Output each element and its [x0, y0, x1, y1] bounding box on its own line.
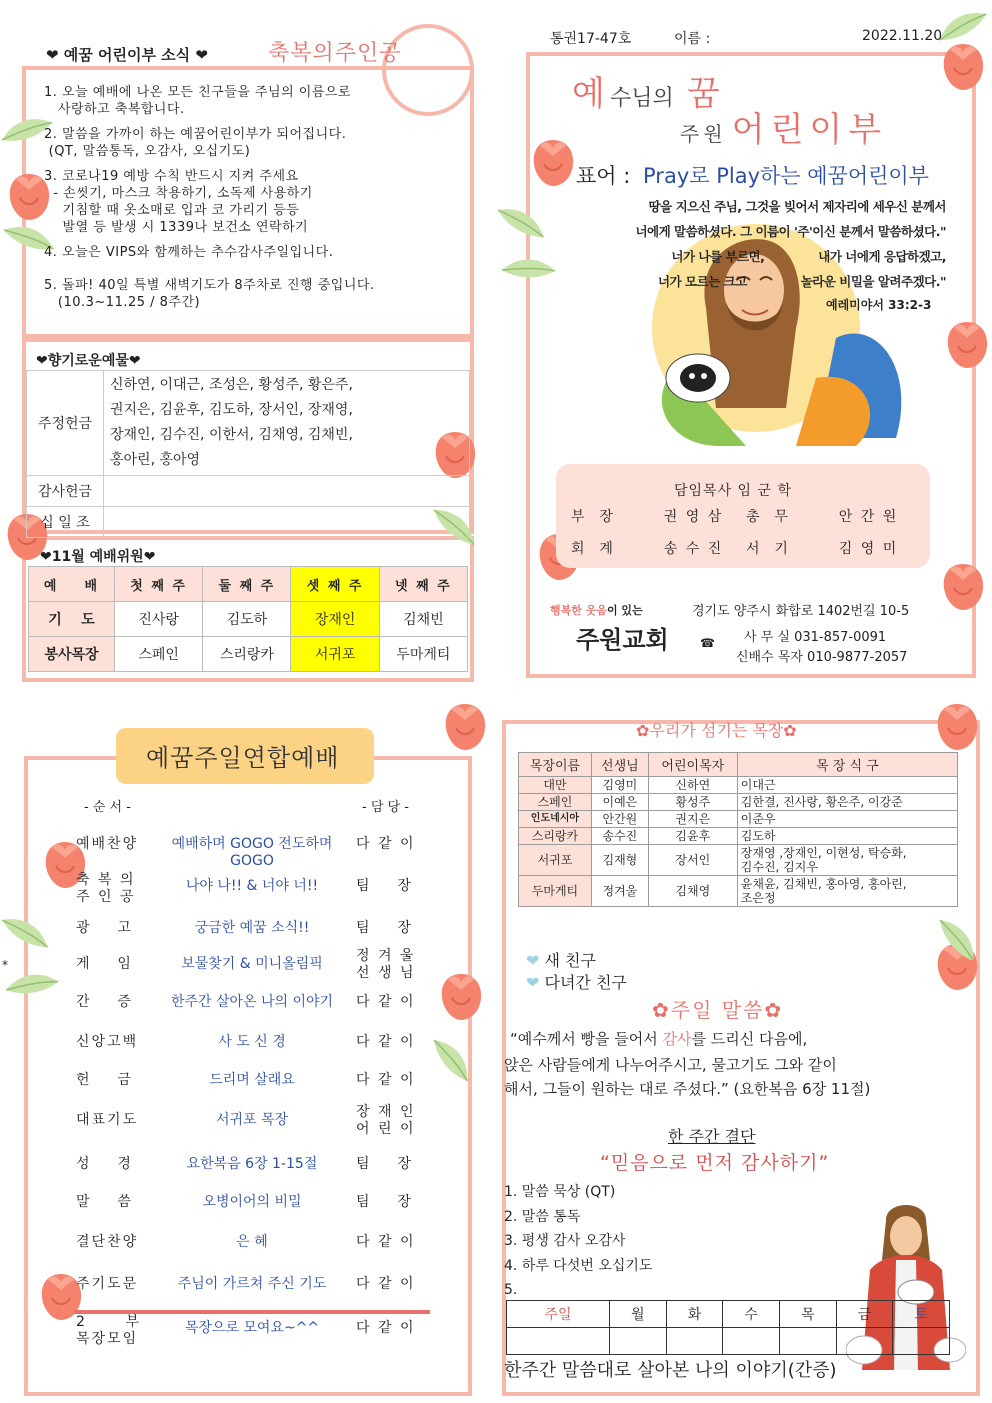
cell-value: 신하연	[648, 777, 737, 794]
worship-panel	[0, 700, 496, 1403]
new-friend	[526, 948, 596, 971]
rose-decoration	[930, 700, 984, 754]
servers-cell: 두마게티	[379, 637, 467, 672]
weekday-check	[507, 1328, 610, 1355]
cell-value: 이예은	[591, 794, 648, 811]
decision-text: “믿음으로 먼저 감사하기”	[600, 1152, 830, 1174]
news-line: (10.3~11.25 / 8주간)	[44, 295, 201, 310]
order-person: 장 재 인 어 린 이	[356, 1104, 416, 1137]
order-name: 게 임	[76, 956, 133, 972]
servers-title: ❤11월 예배위원❤	[40, 549, 156, 565]
sunday-word-title: ✿주일 말씀✿	[652, 998, 784, 1022]
servers-cell: 기 도	[29, 602, 115, 637]
order-name: 축 복 의 주 인 공	[76, 872, 136, 905]
decision-item: 3. 평생 감사 오감사	[504, 1233, 626, 1249]
cell-panel	[496, 700, 992, 1403]
servers-table	[28, 566, 468, 672]
cell-value: 김도하	[737, 828, 957, 845]
motto	[576, 160, 929, 190]
cell-value: 이대근	[737, 777, 957, 794]
order-content: 한주간 살아온 나의 이야기	[170, 994, 334, 1010]
order-name: 헌 금	[76, 1072, 133, 1088]
news-panel	[0, 0, 496, 700]
order-content: 은 혜	[236, 1234, 268, 1250]
staff-cell: 김 영 미	[838, 541, 899, 557]
order-row	[70, 1194, 440, 1234]
cell-table	[518, 752, 958, 907]
word-text: “예수께서 빵을 들어서	[510, 1030, 663, 1048]
sunday-word-line2: 앉은 사람들에게 나누어주시고, 물고기도 그와 같이	[504, 1056, 837, 1074]
order-person: 팀 장	[356, 878, 413, 894]
cell-row	[519, 794, 958, 811]
news-line: 2. 말씀을 가까이 하는 예꿈어린이부가 되어집니다.	[44, 127, 347, 142]
church-name: 주원교회	[576, 626, 669, 654]
verse-block	[566, 194, 946, 294]
order-content: 사 도 신 경	[218, 1034, 286, 1050]
servers-header-cell: 예 배	[29, 567, 115, 602]
title-church: 주원	[680, 122, 727, 146]
cell-title: ✿우리가 섬기는 목장✿	[636, 721, 797, 740]
cell-value: 권지은	[648, 811, 737, 828]
banner-title: 축복의주인공	[268, 41, 402, 66]
verse-line: 너가 나를 부르면, 내가 너에게 응답하겠고,	[671, 249, 946, 264]
order-name: 성 경	[76, 1156, 133, 1172]
servers-cell: 김채빈	[379, 602, 467, 637]
news-item	[44, 84, 464, 118]
worship-title: 예꿈주일연합예배	[146, 744, 340, 772]
pastor-phone: 신배수 목자 010-9877-2057	[736, 650, 908, 665]
cover-panel	[496, 0, 992, 700]
cell-header: 선생님	[591, 753, 648, 777]
news-line: 1. 오늘 예배에 나온 모든 친구들을 주님의 이름으로	[44, 85, 351, 100]
cell-value: 송수진	[591, 828, 648, 845]
visit-friend	[526, 970, 627, 993]
staff-table	[570, 500, 920, 564]
leaf-decoration	[936, 0, 992, 60]
cell-header: 목 장 식 구	[737, 753, 957, 777]
servers-row	[29, 602, 468, 637]
order-content: 드리며 살래요	[209, 1072, 295, 1088]
servers-cell: 서귀포	[291, 637, 379, 672]
order-row	[70, 1156, 440, 1196]
order-name: 주기도문	[76, 1276, 139, 1292]
order-content: 나야 나!! & 너야 너!!	[185, 878, 319, 894]
weekday-check	[610, 1328, 667, 1355]
order-name: 간 증	[76, 994, 133, 1010]
cell-row	[519, 845, 958, 876]
margin-mark: *	[2, 958, 8, 972]
offering-name-line: 신하연, 이대근, 조성은, 황성주, 황은주,	[110, 377, 353, 393]
visit-friend-label: 다녀간 친구	[544, 973, 627, 992]
order-content: 보물찾기 & 미니올림픽	[181, 956, 323, 972]
order-row	[70, 948, 440, 996]
cell-row	[519, 828, 958, 845]
order-name: 예배찬양	[76, 836, 139, 852]
cell-row	[519, 876, 958, 907]
offering-names	[104, 507, 470, 538]
cell-header: 어린이목자	[648, 753, 737, 777]
heart-icon: ❤	[526, 973, 540, 992]
order-row	[70, 994, 440, 1034]
order-person: 팀 장	[356, 1156, 413, 1172]
cell-value: 인도네시아	[519, 811, 592, 828]
sunday-word-line1	[510, 1028, 807, 1049]
testimony-footer: 한주간 말씀대로 살아본 나의 이야기(간증)	[504, 1360, 837, 1381]
church-address: 경기도 양주시 화합로 1402번길 10-5	[692, 604, 910, 619]
verse-line: 땅을 지으신 주님, 그것을 빚어서 제자리에 세우신 분께서	[648, 199, 946, 214]
cell-value: 안간원	[591, 811, 648, 828]
offering-names	[104, 371, 470, 476]
cell-row	[519, 777, 958, 794]
servers-header-cell: 셋 째 주	[291, 567, 379, 602]
cell-value: 이준우	[737, 811, 957, 828]
news-line: - 손씻기, 마스크 착용하기, 소독제 사용하기	[44, 186, 313, 201]
issue-date: 2022.11.20	[862, 28, 943, 44]
decision-item: 1. 말씀 묵상 (QT)	[504, 1184, 616, 1200]
cell-value: 김채영	[648, 876, 737, 907]
weekday-check	[893, 1328, 950, 1355]
decision-item: 2. 말씀 통독	[504, 1208, 581, 1225]
order-person: 다 같 이	[356, 994, 416, 1010]
cell-value: 김윤후	[648, 828, 737, 845]
cell-value: 스리랑카	[519, 828, 592, 845]
staff-cell: 회 계	[571, 541, 615, 557]
word-highlight: 감사	[662, 1030, 692, 1048]
name-label: 이름 :	[674, 31, 711, 47]
news-item	[44, 244, 464, 261]
offering-title: ❤향기로운예물❤	[36, 353, 141, 369]
order-row	[70, 1104, 440, 1152]
servers-header-row	[29, 567, 468, 602]
staff-cell: 권 영 삼	[663, 509, 724, 525]
offering-label: 감사헌금	[27, 476, 104, 507]
news-list	[44, 84, 464, 319]
decision-item: 5.	[504, 1282, 518, 1298]
verse-reference: 예레미야서 33:2-3	[826, 298, 932, 312]
weekday-check	[780, 1328, 837, 1355]
weekday-label: 토	[893, 1301, 950, 1328]
cell-value: 김한결, 진사랑, 황은주, 이강준	[737, 794, 957, 811]
order-person: 팀 장	[356, 1194, 413, 1210]
servers-cell: 스페인	[115, 637, 203, 672]
order-row	[70, 1234, 440, 1274]
senior-pastor: 담임목사 임 군 학	[674, 483, 793, 499]
weekday-check	[666, 1328, 723, 1355]
phone-icon: ☎	[700, 636, 715, 650]
slogan-happy: 행복한 웃음	[550, 604, 607, 617]
servers-cell: 장재인	[291, 602, 379, 637]
issue-number: 통권17-47호	[550, 31, 632, 47]
news-line: 기침할 때 옷소매로 입과 코 가리기 등등	[44, 203, 300, 218]
order-column-label: - 순 서 -	[84, 800, 131, 815]
person-column-label: - 담 당 -	[362, 800, 409, 815]
servers-cell: 진사랑	[115, 602, 203, 637]
servers-row	[29, 637, 468, 672]
weekday-check	[836, 1328, 893, 1355]
weekday-label: 금	[836, 1301, 893, 1328]
leaf-decoration	[496, 170, 556, 320]
news-line: 3. 코로나19 예방 수칙 반드시 지켜 주세요	[44, 169, 299, 184]
staff-cell: 총 무	[746, 509, 790, 525]
offering-row	[27, 507, 470, 538]
order-name: 2 부 목장모임	[76, 1314, 142, 1347]
leaf-decoration	[0, 880, 70, 1040]
news-line: (QT, 말씀통독, 오감사, 오십기도)	[44, 144, 251, 159]
cell-value: 장서인	[648, 845, 737, 876]
cell-value: 정겨울	[591, 876, 648, 907]
order-content: 목장으로 모여요~^^	[184, 1320, 320, 1336]
office-phone: 사 무 실 031-857-0091	[744, 630, 887, 645]
staff-cell: 송 수 진	[663, 541, 724, 557]
order-person: 다 같 이	[356, 1072, 416, 1088]
offering-label: 십 일 조	[27, 507, 104, 538]
order-person: 다 같 이	[356, 1034, 416, 1050]
offering-name-line: 권지은, 김윤후, 김도하, 장서인, 장재영,	[110, 402, 353, 418]
news-line: 발열 등 발생 시 1339나 보건소 연락하기	[44, 220, 309, 235]
servers-header-cell: 둘 째 주	[203, 567, 291, 602]
decision-items	[504, 1180, 652, 1303]
offering-label: 주정헌금	[27, 371, 104, 476]
cell-header-row	[519, 753, 958, 777]
rose-decoration	[936, 560, 990, 614]
order-content: 요한복음 6장 1-15절	[186, 1156, 318, 1172]
order-divider	[74, 1310, 430, 1314]
order-row	[70, 1314, 440, 1360]
order-person: 다 같 이	[356, 1234, 416, 1250]
order-name: 결단찬양	[76, 1234, 139, 1250]
news-line: 4. 오늘은 VIPS와 함께하는 추수감사주일입니다.	[44, 245, 334, 260]
cell-value: 장재영 ,장재인, 이현성, 탁승화, 김수진, 김지우	[737, 845, 957, 876]
order-person: 다 같 이	[356, 836, 416, 852]
cell-header: 목장이름	[519, 753, 592, 777]
staff-cell: 안 간 원	[838, 509, 899, 525]
servers-cell: 봉사목장	[29, 637, 115, 672]
order-row	[70, 1034, 440, 1074]
news-line: 사랑하고 축복합니다.	[44, 102, 185, 117]
staff-row	[570, 532, 920, 564]
order-content: 주님이 가르쳐 주신 기도	[177, 1276, 327, 1292]
verse-line: 너가 모르는 크고 놀라운 비밀을 알려주겠다."	[658, 274, 946, 289]
motto-label: 표어 :	[576, 164, 631, 188]
servers-header-cell: 첫 째 주	[115, 567, 203, 602]
weekday-check	[723, 1328, 780, 1355]
cell-value: 김영미	[591, 777, 648, 794]
cell-value: 윤채윤, 김채빈, 홍아영, 홍아린, 조은정	[737, 876, 957, 907]
news-item	[44, 277, 464, 311]
title-dept: 어린이부	[731, 110, 888, 150]
order-row	[70, 872, 440, 918]
week-table	[506, 1300, 950, 1355]
heart-icon: ❤	[526, 951, 540, 970]
order-content: 서귀포 목장	[215, 1112, 289, 1128]
offering-row	[27, 476, 470, 507]
order-person: 정 겨 울 선 생 님	[356, 948, 416, 981]
cell-value: 대만	[519, 777, 592, 794]
slogan	[550, 602, 643, 618]
cover-title-line2	[680, 102, 887, 151]
weekday-label: 목	[780, 1301, 837, 1328]
cell-value: 서귀포	[519, 845, 592, 876]
order-name: 신앙고백	[76, 1034, 139, 1050]
title-dream: 꿈	[686, 74, 720, 114]
new-friend-label: 새 친구	[544, 951, 596, 970]
news-item	[44, 168, 464, 236]
cell-value: 스페인	[519, 794, 592, 811]
order-name: 광 고	[76, 920, 133, 936]
cell-value: 김재형	[591, 845, 648, 876]
servers-cell: 스리랑카	[203, 637, 291, 672]
cell-value: 황성주	[648, 794, 737, 811]
rose-decoration	[438, 700, 492, 754]
news-heading: ❤ 예꿈 어린이부 소식 ❤	[46, 46, 208, 64]
cell-row	[519, 811, 958, 828]
offering-row	[27, 371, 470, 476]
weekday-label: 수	[723, 1301, 780, 1328]
staff-row	[570, 500, 920, 532]
order-content: 궁금한 예꿈 소식!!	[194, 920, 310, 936]
weekday-label: 월	[610, 1301, 667, 1328]
cell-value: 두마게티	[519, 876, 592, 907]
offering-name-line: 홍아린, 홍아영	[110, 452, 201, 468]
order-name: 말 씀	[76, 1194, 133, 1210]
order-name: 대표기도	[76, 1112, 139, 1128]
decision-item: 4. 하루 다섯번 오십기도	[504, 1257, 653, 1274]
title-word: 수님의	[609, 86, 674, 111]
slogan-rest: 이 있는	[606, 604, 643, 617]
order-person: 팀 장	[356, 920, 413, 936]
servers-cell: 김도하	[203, 602, 291, 637]
order-content: 예배하며 GOGO 전도하며 GOGO	[171, 836, 333, 869]
order-row	[70, 836, 440, 876]
rose-decoration	[940, 318, 992, 372]
verse-line: 너에게 말씀하셨다. 그 이름이 '주'이신 분께서 말씀하셨다."	[635, 224, 946, 239]
weekday-label: 화	[666, 1301, 723, 1328]
offering-table	[26, 370, 470, 538]
staff-cell: 서 기	[746, 541, 790, 557]
title-char: 예	[572, 74, 605, 114]
word-text: 를 드리신 다음에,	[691, 1030, 808, 1048]
servers-header-cell: 넷 째 주	[379, 567, 467, 602]
news-line: 5. 돌파! 40일 특별 새벽기도가 8주차로 진행 중입니다.	[44, 278, 375, 293]
decision-title: 한 주간 결단	[668, 1127, 756, 1146]
sunday-word-line3: 해서, 그들이 원하는 대로 주셨다.” (요한복음 6장 11절)	[504, 1080, 871, 1098]
staff-cell: 부 장	[571, 509, 615, 525]
weekday-label: 주일	[507, 1301, 610, 1328]
order-person: 다 같 이	[356, 1276, 416, 1292]
offering-names	[104, 476, 470, 507]
order-person: 다 같 이	[356, 1320, 416, 1336]
offering-name-line: 장재인, 김수진, 이한서, 김채영, 김채빈,	[110, 427, 353, 443]
motto-text: Pray로 Play하는 예꿈어린이부	[643, 164, 929, 188]
order-content: 오병이어의 비밀	[202, 1194, 302, 1210]
news-item	[44, 126, 464, 160]
